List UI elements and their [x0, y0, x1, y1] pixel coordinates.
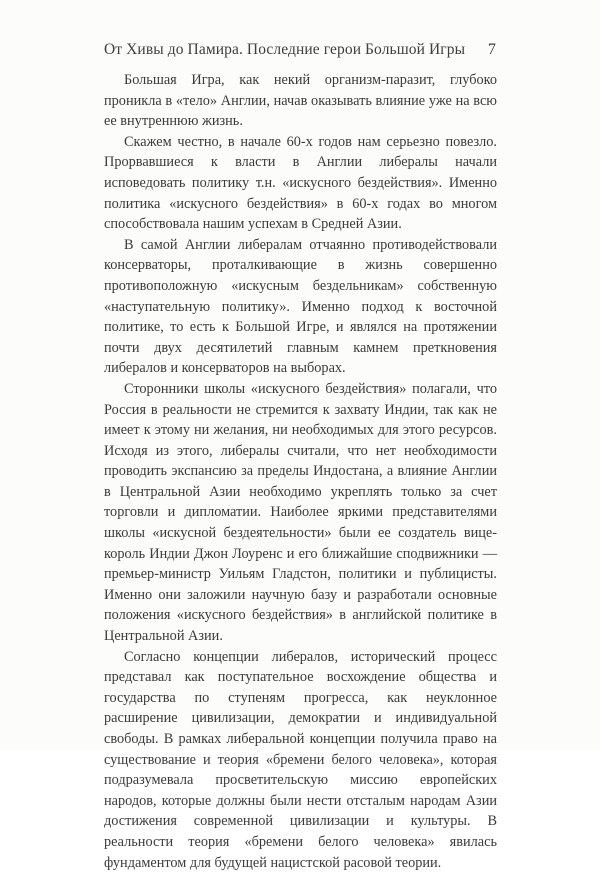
- body-text: [104, 70, 497, 873]
- paragraph-4: Сторонники школы «искусного бездействия» полагали, что Россия в реальности не стремится к захвату Индии, так как не имеет к этому ни желания, ни необходимых для этого ресурсов. Исходя из этого, либералы считали, что нет необходимости проводить экспансию за пределы Индостана, а влияние Англии в Центральной Азии необходимо укреплять только за счет торговли и дипломатии. Наиболее яркими представителями школы «искусной бездеятельности» были ее создатель вице-король Индии Джон Лоуренс и его ближайшие сподвижники — премьер-министр Уильям Гладстон, политики и публицисты. Именно они заложили научную базу и разработали основные положения «искусного бездействия» в английской политике в Центральной Азии.: [104, 380, 497, 645]
- running-title: От Хивы до Памира. Последние герои Большой Игры: [104, 41, 466, 58]
- paragraph-1: Большая Игра, как некий организм-паразит, глубоко проникла в «тело» Англии, начав оказывать влияние уже на всю ее внутреннюю жизнь.: [104, 72, 497, 130]
- paragraph-2: Скажем честно, в начале 60-х годов нам серьезно повезло. Прорвавшиеся к власти в Англии либералы начали исповедовать политику т.н. «искусного бездействия». Именно политика «искусного бездействия» в 60-х годах во многом способствовала нашим успехам в Средней Азии.: [104, 133, 497, 233]
- page-number: 7: [487, 41, 496, 58]
- paragraph-3: В самой Англии либералам отчаянно противодействовали консерваторы, проталкивающие в жизнь совершенно противоположную «искусным бездельникам» собственную «наступательную политику». Именно подход к восточной политике, то есть к Большой Игре, и являлся на протяжении почти двух десятилетий главным камнем преткновения либералов и консерваторов на выборах.: [104, 236, 497, 377]
- paragraph-5: Согласно концепции либералов, исторический процесс представал как поступательное восхождение общества и государства по ступеням прогресса, как неуклонное расширение цивилизации, демократии и индивидуальной свободы. В рамках либеральной концепции получила право на существование и теория «бремени белого человека», которая подразумевала просветительскую миссию европейских народов, которые должны были нести отсталым народам Азии достижения современной цивилизации и культуры. В реальности теория «бремени белого человека» явилась фундаментом для будущей нацистской расовой теории.: [104, 648, 497, 871]
